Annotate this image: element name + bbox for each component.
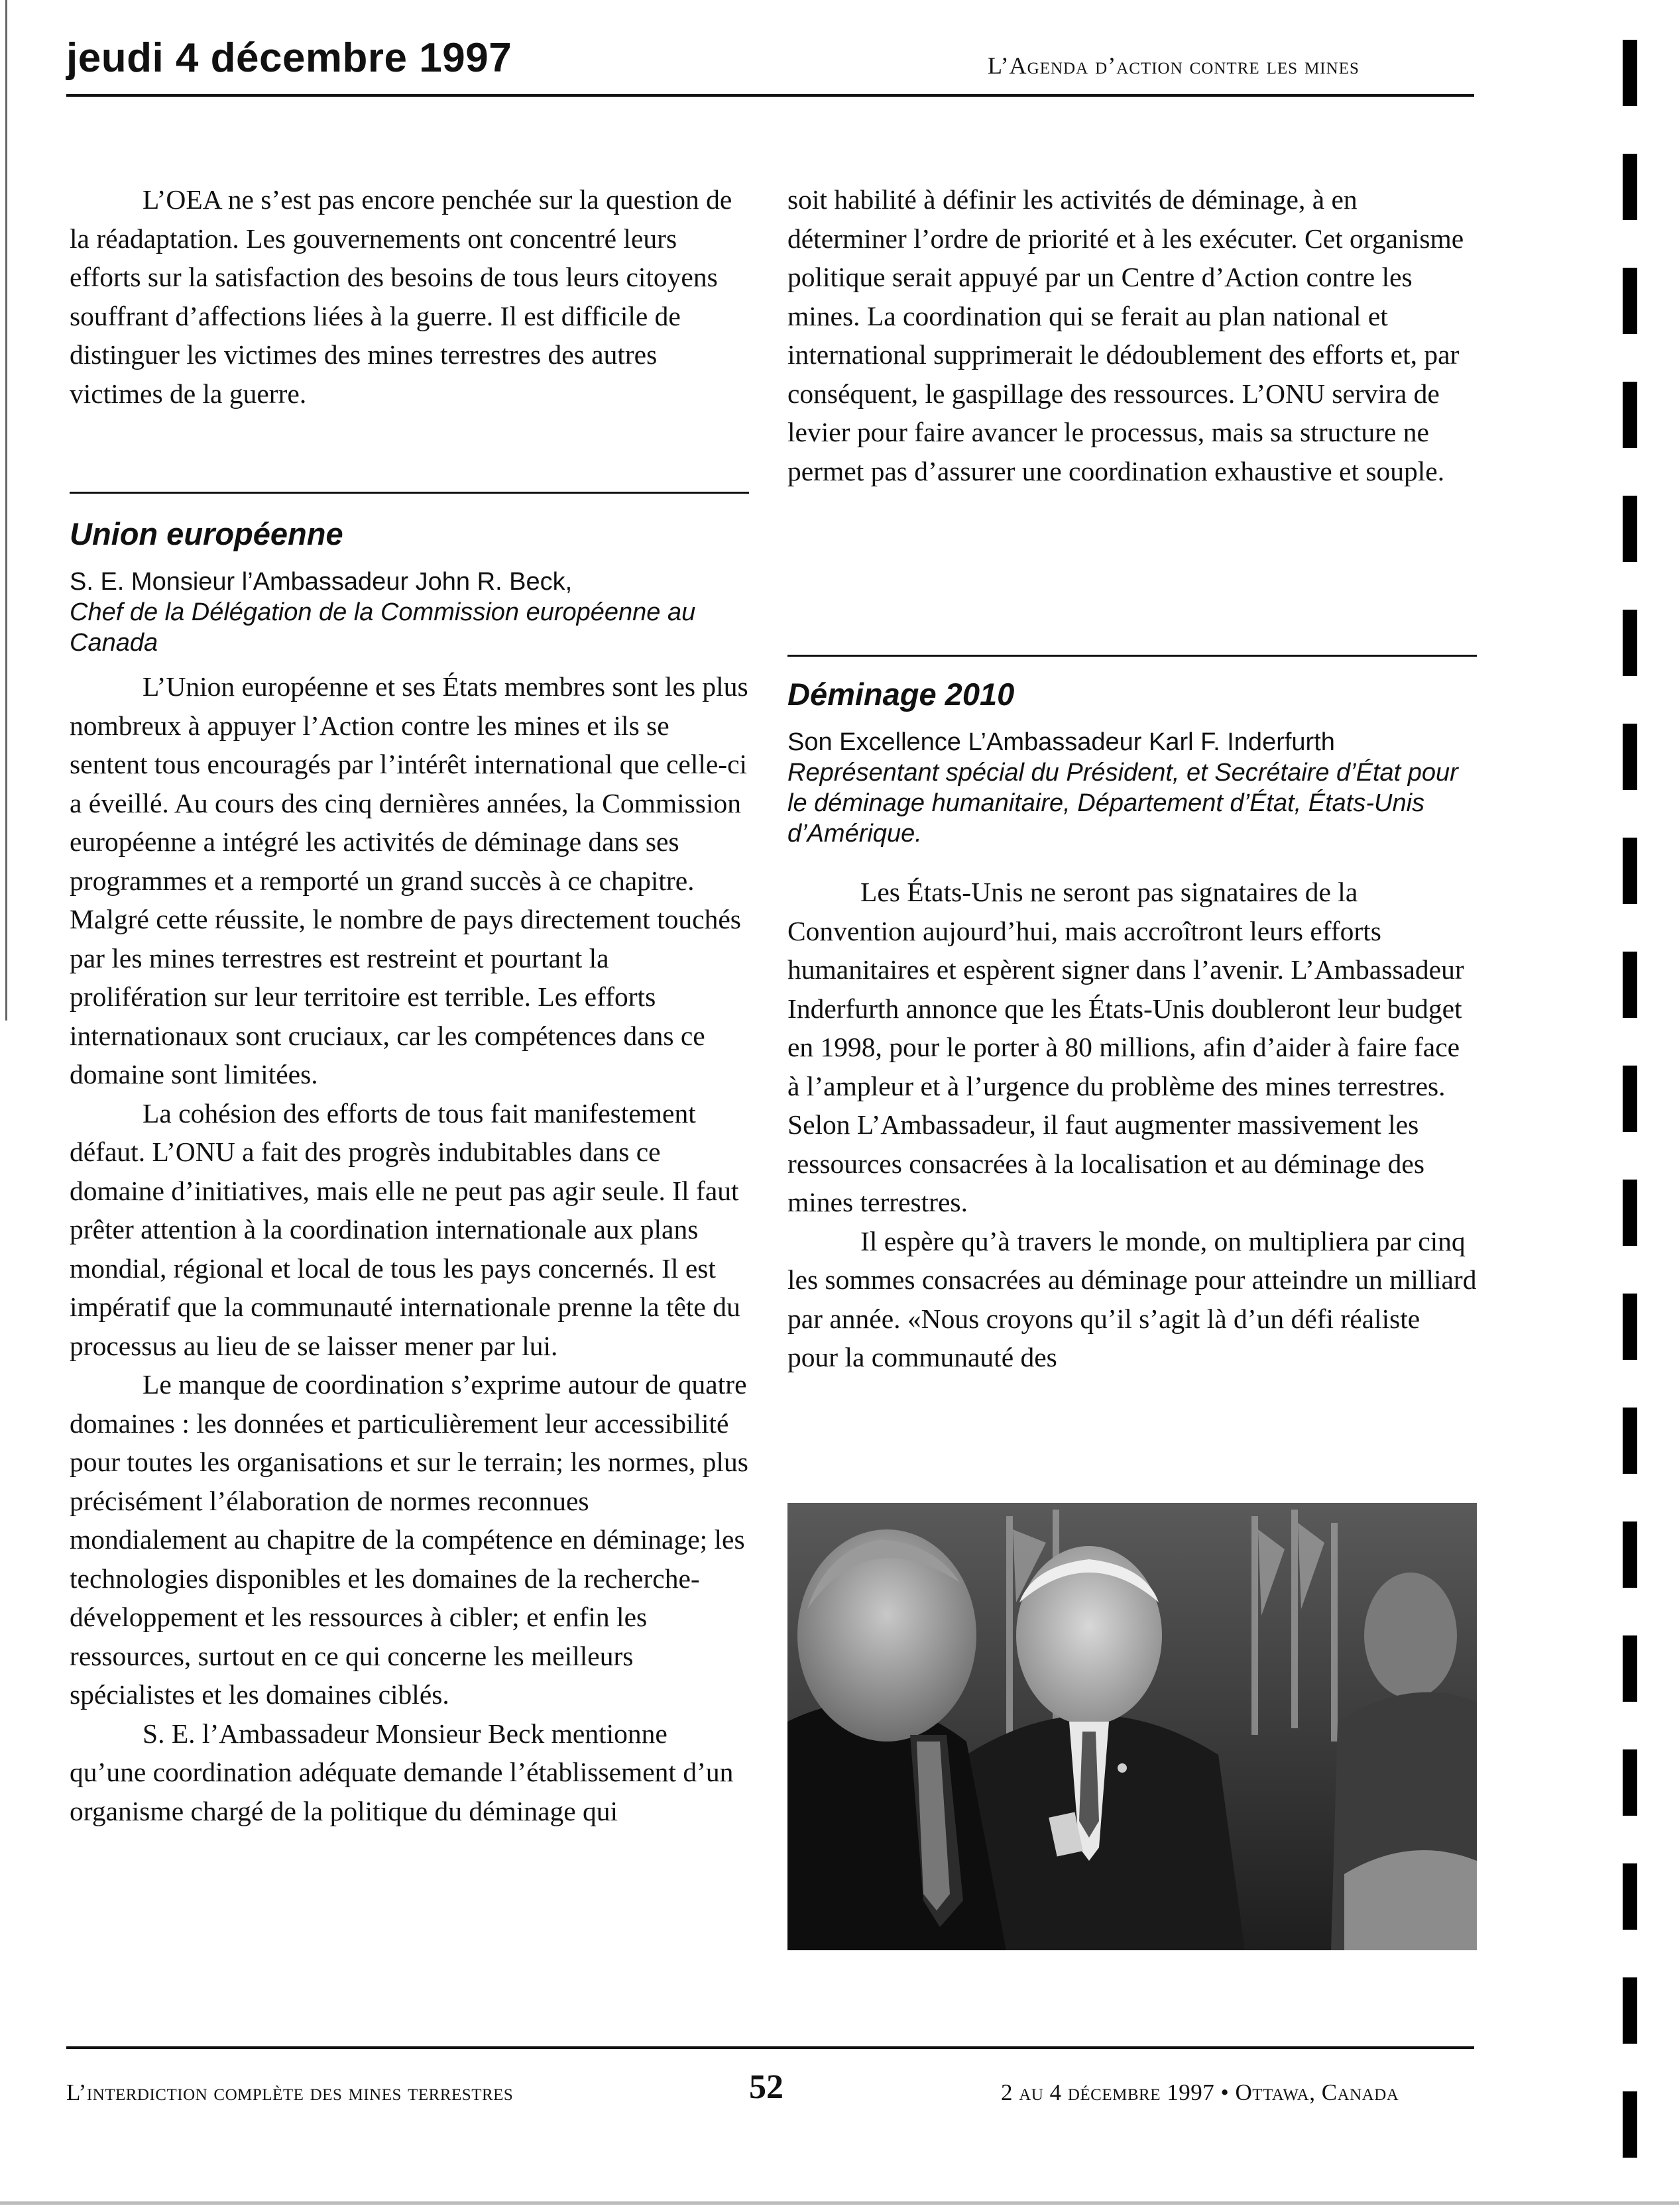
delegates-photo: [787, 1503, 1477, 1950]
paragraph: S. E. l’Ambassadeur Monsieur Beck mentionne qu’une coordination adéquate demande l’établissement d’un organisme chargé de la politique du déminage qui: [70, 1718, 734, 1826]
paragraph: La cohésion des efforts de tous fait manifestement défaut. L’ONU a fait des progrès indubitables dans ce domaine d’initiatives, mais elle ne peut pas agir seule. Il faut prêter attention à la coordination internationale aux plans mondial, régional et local de tous les pays concernés. Il est impératif que la communauté internationale prenne la tête du processus au lieu de se laisser mener par lui.: [70, 1097, 740, 1361]
paragraph: L’Union européenne et ses États membres sont les plus nombreux à appuyer l’Action contre les mines et ils se sentent tous encouragés par l’intérêt international que celle-ci a éveillé. Au cours des cinq dernières années, la Commission européenne a intégré les activités de déminage dans ses programmes et a remporté un grand succès à ce chapitre. Malgré cette réussite, le nombre de pays directement touchés par les mines terrestres est restreint et pourtant la prolifération sur leur territoire est terrible. Les efforts internationaux sont cruciaux, car les compétences dans ce domaine sont limitées.: [70, 671, 748, 1089]
footer-event-dates: 2 au 4 décembre 1997 • Ottawa, Canada: [1001, 2079, 1399, 2105]
binding-mark: [1623, 496, 1637, 562]
binding-mark: [1623, 382, 1637, 448]
section-deminage-2010: [787, 676, 1477, 1377]
section-rule-union: [70, 492, 749, 494]
scan-bottom-strip: [0, 2201, 1679, 2205]
page-number: 52: [749, 2068, 783, 2106]
binding-mark: [1623, 154, 1637, 220]
header-date: jeudi 4 décembre 1997: [66, 35, 512, 81]
binding-mark: [1623, 1294, 1637, 1360]
binding-mark: [1623, 2091, 1637, 2158]
paragraph: Il espère qu’à travers le monde, on multipliera par cinq les sommes consacrées au déminage pour atteindre un milliard par année. «Nous croyons qu’il s’agit là d’un défi réaliste pour la communauté des: [787, 1225, 1477, 1372]
binding-mark: [1623, 838, 1637, 904]
binding-mark: [1623, 952, 1637, 1018]
binding-mark: [1623, 1635, 1637, 1702]
left-column: [70, 180, 749, 413]
binding-mark: [1623, 610, 1637, 676]
binding-mark: [1623, 724, 1637, 790]
section-author: S. E. Monsieur l’Ambassadeur John R. Beck,: [70, 568, 573, 596]
binding-mark: [1623, 268, 1637, 334]
continuation-paragraph: soit habilité à définir les activités de déminage, à en déterminer l’ordre de priorité et à les exécuter. Cet organisme politique serait appuyé par un Centre d’Action contre les mines. La coordination qui se ferait au plan national et international supprimerait le dédoublement des efforts et, par conséquent, le gaspillage des ressources. L’ONU servira de levier pour faire avancer le processus, mais sa structure ne permet pas d’assurer une coordination exhaustive et souple.: [787, 184, 1464, 486]
section-role: Chef de la Délégation de la Commission européenne au Canada: [70, 598, 696, 657]
binding-marks: [1617, 40, 1644, 2193]
section-author: Son Excellence L’Ambassadeur Karl F. Inderfurth: [787, 728, 1335, 756]
binding-mark: [1623, 1863, 1637, 1930]
section-role: Représentant spécial du Président, et Secrétaire d’État pour le déminage humanitaire, Département d’État, États-Unis d’Amérique.: [787, 759, 1458, 848]
footer-publication-title: L’interdiction complète des mines terrestres: [66, 2079, 514, 2105]
binding-mark: [1623, 1066, 1637, 1132]
section-union-europeenne: [70, 516, 749, 1830]
section-title: Union européenne: [70, 516, 343, 551]
footer-rule: [66, 2046, 1474, 2049]
photo-illustration: [787, 1503, 1477, 1950]
header-title: L’Agenda d’action contre les mines: [988, 52, 1360, 79]
binding-mark: [1623, 1408, 1637, 1474]
scan-edge-line: [5, 0, 7, 1021]
section-title: Déminage 2010: [787, 677, 1015, 712]
section-rule-deminage: [787, 655, 1477, 657]
binding-mark: [1623, 1180, 1637, 1246]
right-column: [787, 180, 1477, 490]
binding-mark: [1623, 40, 1637, 106]
binding-mark: [1623, 1521, 1637, 1588]
intro-paragraph: L’OEA ne s’est pas encore penchée sur la question de la réadaptation. Les gouvernements ont concentré leurs efforts sur la satisfaction des besoins de tous leurs citoyens souffrant d’affections liées à la guerre. Il est difficile de distinguer les victimes des mines terrestres des autres victimes de la guerre.: [70, 184, 732, 409]
binding-mark: [1623, 1749, 1637, 1816]
paragraph: Le manque de coordination s’exprime autour de quatre domaines : les données et particulièrement leur accessibilité pour toutes les organisations et sur le terrain; les normes, plus précisément l’élaboration de normes reconnues mondialement au chapitre de la compétence en déminage; les technologies disponibles et les domaines de la recherche-développement et les ressources à cibler; et enfin les ressources, surtout en ce qui concerne les meilleurs spécialistes et les domaines ciblés.: [70, 1369, 748, 1710]
binding-mark: [1623, 1977, 1637, 2044]
paragraph: Les États-Unis ne seront pas signataires de la Convention aujourd’hui, mais accroîtront leurs efforts humanitaires et espèrent signer dans l’avenir. L’Ambassadeur Inderfurth annonce que les États-Unis doubleront leur budget en 1998, pour le porter à 80 millions, afin d’aider à faire face à l’ampleur et à l’urgence du problème des mines terrestres. Selon L’Ambassadeur, il faut augmenter massivement les ressources consacrées à la localisation et au déminage des mines terrestres.: [787, 877, 1464, 1217]
header-rule: [66, 94, 1474, 97]
